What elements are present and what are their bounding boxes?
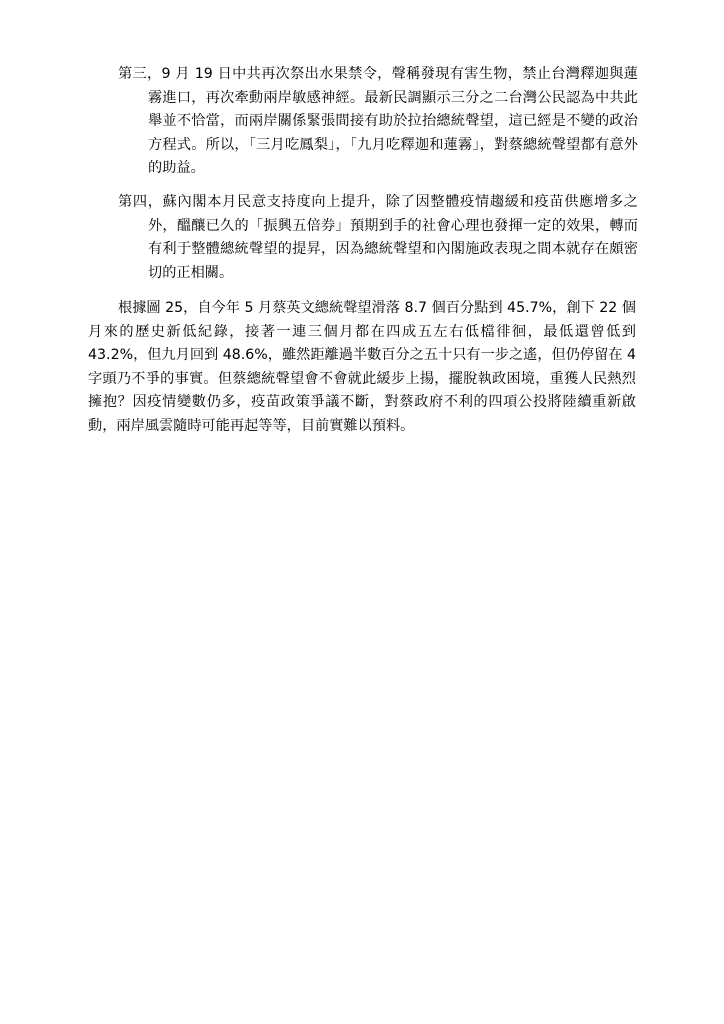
point-four-paragraph: 第四，蘇內閣本月民意支持度向上提升，除了因整體疫情趨緩和疫苗供應增多之外，醞釀已久的「振興五倍券」預期到手的社會心理也發揮一定的效果，轉而有利于整體總統聲望的提昇，因為總統聲望和內閣施政表現之間本就存在頗密切的正相關。 — [118, 194, 638, 281]
closing-paragraph: 根據圖 25，自今年 5 月蔡英文總統聲望滑落 8.7 個百分點到 45.7%，創下 22 個月來的歷史新低紀錄，接著一連三個月都在四成五左右低檔徘徊，最低還曾低到 43.2%，但九月回到 48.6%，雖然距離過半數百分之五十只有一步之遙，但仍停留在 4 字頭乃不爭的事實。但蔡總統聲望會不會就此緩步上揚，擺脫執政困境，重獲人民熱烈擁抱？因疫情變數仍多，疫苗政策爭議不斷，對蔡政府不利的四項公投將陸續重新啟動，兩岸風雲隨時可能再起等等，目前實難以預料。 — [88, 300, 637, 434]
point-three-paragraph: 第三，9 月 19 日中共再次祭出水果禁令，聲稱發現有害生物，禁止台灣釋迦與蓮霧進口，再次牽動兩岸敏感神經。最新民調顯示三分之二台灣公民認為中共此舉並不恰當，而兩岸關係緊張間接有助於拉抬總統聲望，這已經是不變的政治方程式。所以，「三月吃鳳梨」，「九月吃釋迦和蓮霧」，對蔡總統聲望都有意外的助益。 — [118, 66, 638, 177]
